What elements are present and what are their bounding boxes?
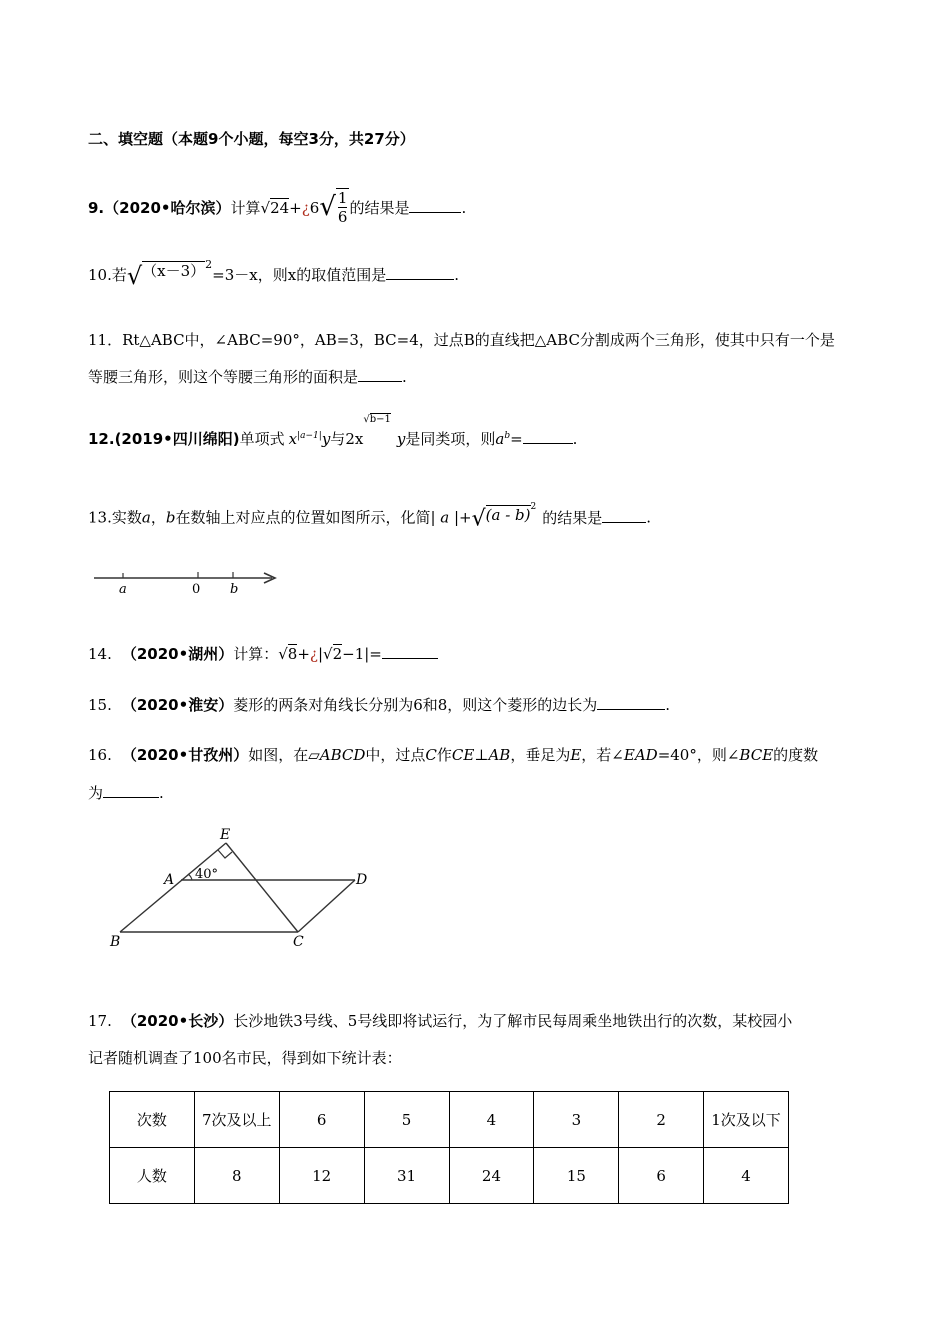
q12-x1: x bbox=[288, 430, 298, 448]
q14-answer-blank[interactable] bbox=[382, 644, 438, 659]
q12-answer-blank[interactable] bbox=[523, 429, 573, 444]
q14-plus: + bbox=[297, 645, 310, 663]
question-11-line2 bbox=[88, 366, 407, 387]
table-cell: 4 bbox=[449, 1092, 534, 1148]
q15-end: . bbox=[665, 696, 671, 714]
q12-ab-exp: b bbox=[504, 431, 511, 441]
fig-label-e: E bbox=[220, 827, 231, 843]
q10-sqrt: $√(x-3)^2$ bbox=[126, 258, 213, 290]
question-14 bbox=[88, 643, 438, 664]
q12-end: . bbox=[572, 430, 578, 448]
q16-line2-text: 为 bbox=[88, 784, 104, 802]
fig-label-b: B bbox=[110, 934, 121, 950]
question-9 bbox=[88, 190, 466, 228]
q14-source: （2020•湖州） bbox=[121, 645, 234, 663]
q14-prefix: 计算： bbox=[233, 645, 279, 663]
q12-y1: y bbox=[321, 430, 331, 448]
q12-ab-base: a bbox=[495, 430, 505, 448]
q9-end: . bbox=[461, 199, 467, 217]
q12-coef: 2x bbox=[345, 430, 364, 448]
q14-abs-close: |= bbox=[364, 645, 382, 663]
q13-end: . bbox=[646, 508, 652, 527]
q16-text7: 的度数 bbox=[773, 746, 819, 764]
table-cell: 3 bbox=[534, 1092, 619, 1148]
q16-bce: BCE bbox=[739, 746, 774, 764]
table-cell: 次数 bbox=[110, 1092, 195, 1148]
question-10 bbox=[88, 258, 459, 290]
q9-plus: + bbox=[289, 199, 302, 217]
q13-text3: 的结果是 bbox=[542, 508, 603, 527]
label-a: a bbox=[119, 582, 127, 597]
q13-a: a bbox=[141, 508, 151, 527]
q16-c: C bbox=[425, 746, 437, 764]
question-16-line2 bbox=[88, 782, 164, 803]
q9-frac-den: 6 bbox=[337, 208, 348, 226]
q12-text3: 是同类项，则 bbox=[405, 430, 496, 448]
table-cell: 6 bbox=[619, 1148, 704, 1204]
q16-number: 16. bbox=[88, 746, 112, 764]
table-cell: 4 bbox=[704, 1148, 789, 1204]
fig-label-a: A bbox=[164, 872, 175, 888]
table-cell: 7次及以上 bbox=[194, 1092, 279, 1148]
right-angle-mark bbox=[218, 850, 232, 858]
table-cell: 31 bbox=[364, 1148, 449, 1204]
q14-abs-open: | bbox=[317, 645, 324, 663]
question-12 bbox=[88, 414, 578, 449]
table-header-row bbox=[110, 1092, 789, 1148]
q9-frac-num: 1 bbox=[337, 189, 348, 207]
q14-sqrt8: √8 bbox=[278, 645, 298, 663]
q12-number: 12. bbox=[88, 430, 115, 448]
q13-abs: | a | bbox=[430, 508, 460, 527]
q16-text1: 如图，在 bbox=[248, 746, 309, 764]
q16-ce: CE bbox=[451, 746, 475, 764]
q11-end: . bbox=[402, 368, 407, 386]
segment-ec bbox=[226, 843, 298, 932]
q14-sqrt2: √2 bbox=[323, 645, 343, 663]
q16-abcd: ABCD bbox=[319, 746, 366, 764]
q13-text2: 在数轴上对应点的位置如图所示，化简 bbox=[175, 508, 431, 527]
q15-number: 15. bbox=[88, 696, 112, 714]
q14-qmark: ¿ bbox=[309, 645, 318, 663]
stats-table bbox=[109, 1091, 789, 1204]
q10-number: 10.若 bbox=[88, 266, 127, 284]
q12-source: (2019•四川绵阳) bbox=[114, 430, 240, 448]
table-cell: 人数 bbox=[110, 1148, 195, 1204]
table-cell: 15 bbox=[534, 1148, 619, 1204]
q9-suffix: 的结果是 bbox=[349, 199, 410, 217]
q16-text5: ，若∠ bbox=[581, 746, 624, 764]
question-17-line2: 记者随机调查了100名市民，得到如下统计表： bbox=[88, 1049, 402, 1067]
question-17-line1 bbox=[88, 1010, 792, 1031]
q15-text: 菱形的两条对角线长分别为6和8，则这个菱形的边长为 bbox=[233, 696, 598, 714]
q11-answer-blank[interactable] bbox=[358, 367, 402, 382]
q12-exp2: √b−1 bbox=[363, 414, 391, 425]
label-0: 0 bbox=[192, 582, 201, 597]
q16-answer-blank[interactable] bbox=[103, 783, 159, 798]
segment-cd bbox=[298, 880, 355, 932]
q9-number: 9. bbox=[88, 199, 105, 217]
q15-answer-blank[interactable] bbox=[597, 695, 665, 710]
fig-angle-label: 40° bbox=[195, 867, 219, 882]
q12-text1: 单项式 bbox=[239, 430, 285, 448]
table-row bbox=[110, 1148, 789, 1204]
q17-number: 17. bbox=[88, 1012, 112, 1030]
q16-text2: 中，过点 bbox=[365, 746, 426, 764]
q10-end: . bbox=[454, 266, 459, 284]
q11-text: 等腰三角形，则这个等腰三角形的面积是 bbox=[88, 368, 359, 386]
table-cell: 12 bbox=[279, 1148, 364, 1204]
q16-e: E bbox=[570, 746, 582, 764]
q16-end: . bbox=[159, 784, 164, 802]
q17-text1: 长沙地铁3号线、5号线即将试运行，为了解市民每周乘坐地铁出行的次数，某校园小 bbox=[233, 1012, 793, 1030]
q13-text1: 13.实数 bbox=[88, 508, 142, 527]
q10-rest: =3－x，则x的取值范围是 bbox=[212, 266, 387, 284]
question-11-line1: 11．Rt△ABC中，∠ABC=90°，AB=3，BC=4，过点B的直线把△ABC分割成两个三角形，使其中只有一个是 bbox=[88, 331, 835, 349]
table-cell: 6 bbox=[279, 1092, 364, 1148]
q13-comma: ， bbox=[150, 508, 166, 527]
angle-arc bbox=[188, 874, 192, 880]
q13-plus: + bbox=[459, 508, 472, 527]
q9-sqrt: √24 bbox=[260, 199, 290, 217]
section-title: 二、填空题（本题9个小题，每空3分，共27分） bbox=[88, 130, 415, 148]
q16-source: （2020•甘孜州） bbox=[121, 746, 249, 764]
q9-qmark: ¿ bbox=[301, 199, 310, 217]
q9-prefix: 计算 bbox=[230, 199, 261, 217]
q16-para-symbol: ▱ bbox=[308, 746, 320, 764]
fig-label-c: C bbox=[293, 934, 304, 950]
q16-text4: ，垂足为 bbox=[510, 746, 571, 764]
fig-label-d: D bbox=[356, 872, 368, 888]
q16-ab: AB bbox=[488, 746, 511, 764]
q16-text3: 作 bbox=[436, 746, 452, 764]
q10-answer-blank[interactable] bbox=[386, 265, 454, 280]
q14-minus1: −1 bbox=[342, 645, 365, 663]
q12-y2: y bbox=[396, 430, 406, 448]
q15-source: （2020•淮安） bbox=[121, 696, 234, 714]
question-15 bbox=[88, 694, 670, 715]
q13-answer-blank[interactable] bbox=[602, 508, 646, 523]
q9-answer-blank[interactable] bbox=[409, 198, 461, 213]
question-13 bbox=[88, 501, 652, 531]
q12-exp1: |a−1| bbox=[297, 431, 322, 441]
q14-number: 14. bbox=[88, 645, 112, 663]
q13-sqrt: √(a - b)$^2$ bbox=[471, 501, 537, 531]
q12-eq: = bbox=[510, 430, 523, 448]
table-cell: 24 bbox=[449, 1148, 534, 1204]
table-cell: 5 bbox=[364, 1092, 449, 1148]
q16-text6: =40°，则∠ bbox=[657, 746, 740, 764]
q17-source: （2020•长沙） bbox=[121, 1012, 234, 1030]
q9-source: （2020•哈尔滨） bbox=[104, 199, 231, 217]
q12-text2: 与 bbox=[330, 430, 346, 448]
parallelogram-figure bbox=[104, 822, 384, 952]
table-cell: 2 bbox=[619, 1092, 704, 1148]
table-cell: 1次及以下 bbox=[704, 1092, 789, 1148]
table-cell: 8 bbox=[194, 1148, 279, 1204]
label-b: b bbox=[230, 582, 239, 597]
q9-coef: 6 bbox=[309, 199, 320, 217]
number-line-figure bbox=[92, 568, 282, 598]
q13-b: b bbox=[165, 508, 176, 527]
q16-perp: ⊥ bbox=[474, 746, 489, 764]
q9-fraction-root: √ $\frac{1}{6}$ bbox=[319, 189, 348, 226]
q16-ead: EAD bbox=[623, 746, 658, 764]
question-16-line1 bbox=[88, 744, 818, 765]
